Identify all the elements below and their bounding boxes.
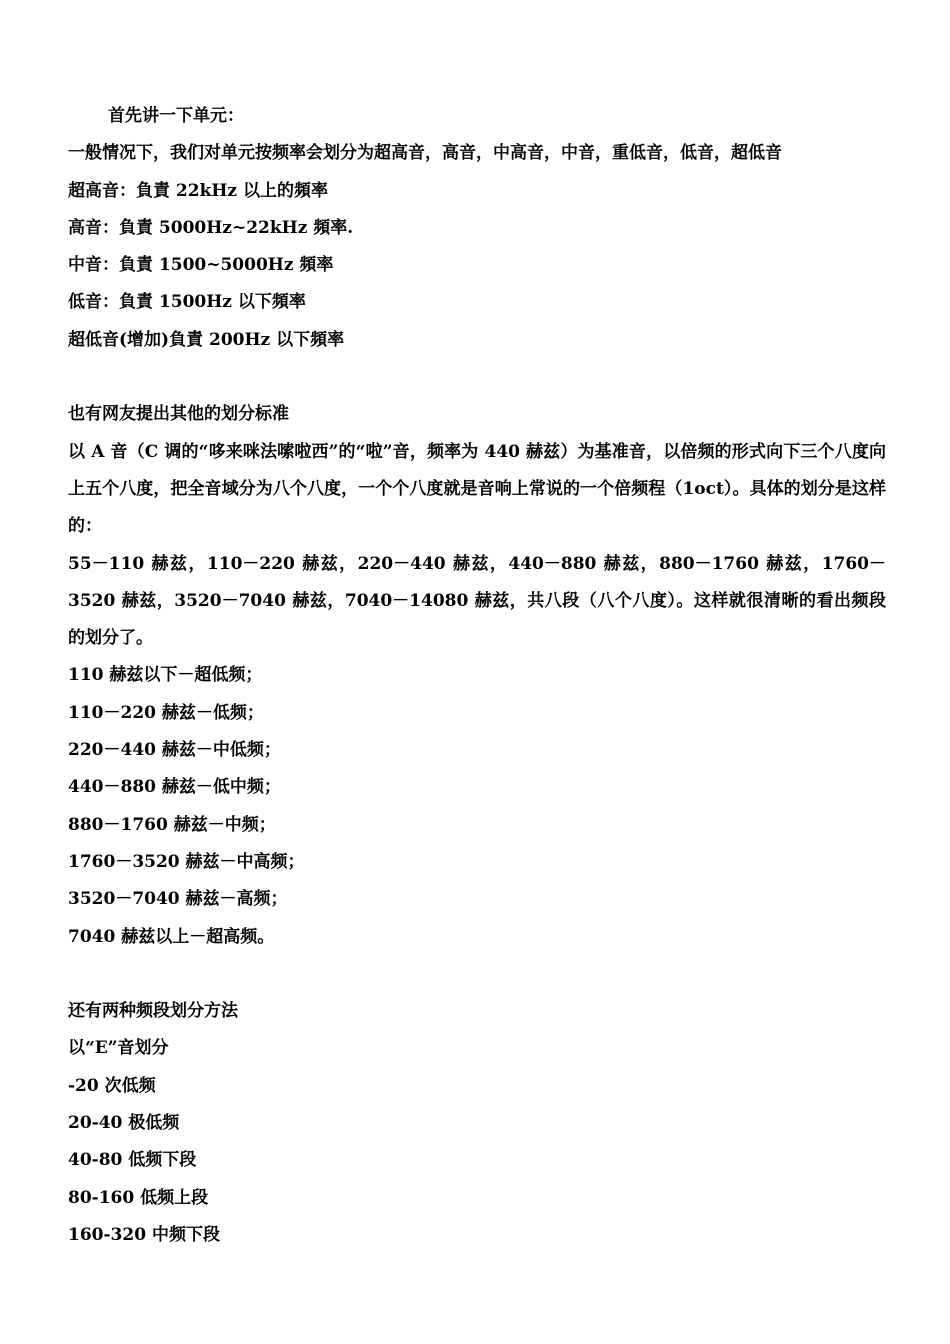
band-line: 1760－3520 赫兹－中高频； — [68, 851, 305, 872]
mid-line: 中音：負責 1500~5000Hz 頻率 — [68, 255, 334, 276]
intro-line: 首先讲一下单元： — [108, 106, 244, 126]
band-line: 880－1760 赫兹－中频； — [68, 814, 276, 835]
band-line: 110 赫兹以下－超低频； — [68, 665, 263, 686]
octave-explanation-paragraph: 以 A 音（C 调的“哆来咪法嗦啦西”的“啦”音，频率为 440 赫兹）为基准音，以倍频的形式向下三个八度向上五个八度，把全音域分为八个八度，一个个八度就是音响上常说的一个倍频程（1oct）。具体的划分是这样的： — [68, 441, 886, 537]
e-note-heading: 以“E”音划分 — [68, 1038, 169, 1059]
document-body — [68, 98, 886, 1254]
sub-low-line: 超低音(增加)負責 200Hz 以下頻率 — [68, 329, 345, 350]
e-band-line: 20-40 极低频 — [68, 1113, 180, 1134]
band-line: 440－880 赫兹－低中频； — [68, 777, 281, 798]
general-classification-line: 一般情况下，我们对单元按频率会划分为超高音，高音，中高音，中音，重低音，低音，超低音 — [68, 143, 782, 164]
low-line: 低音：負責 1500Hz 以下頻率 — [68, 292, 306, 313]
band-line: 110－220 赫兹－低频； — [68, 702, 264, 723]
alternative-heading: 也有网友提出其他的划分标准 — [68, 404, 289, 425]
band-line: 7040 赫兹以上－超高频。 — [68, 926, 275, 947]
band-line: 220－440 赫兹－中低频； — [68, 740, 281, 761]
band-line: 3520－7040 赫兹－高频； — [68, 889, 288, 910]
blank-line — [68, 956, 886, 993]
e-band-line: -20 次低频 — [68, 1075, 156, 1096]
high-line: 高音：負責 5000Hz~22kHz 頻率. — [68, 217, 354, 238]
ultra-high-line: 超高音：負責 22kHz 以上的頻率 — [68, 180, 328, 201]
octave-ranges-paragraph: 55－110 赫兹，110－220 赫兹，220－440 赫兹，440－880 赫兹，880－1760 赫兹，1760－3520 赫兹，3520－7040 赫兹，7040－14080 赫兹，共八段（八个八度）。这样就很清晰的看出频段的划分了。 — [68, 553, 886, 649]
e-band-line: 40-80 低频下段 — [68, 1150, 197, 1171]
e-band-line: 160-320 中频下段 — [68, 1224, 220, 1245]
e-band-line: 80-160 低频上段 — [68, 1187, 209, 1208]
blank-line — [68, 359, 886, 396]
two-methods-heading: 还有两种频段划分方法 — [68, 1001, 238, 1022]
